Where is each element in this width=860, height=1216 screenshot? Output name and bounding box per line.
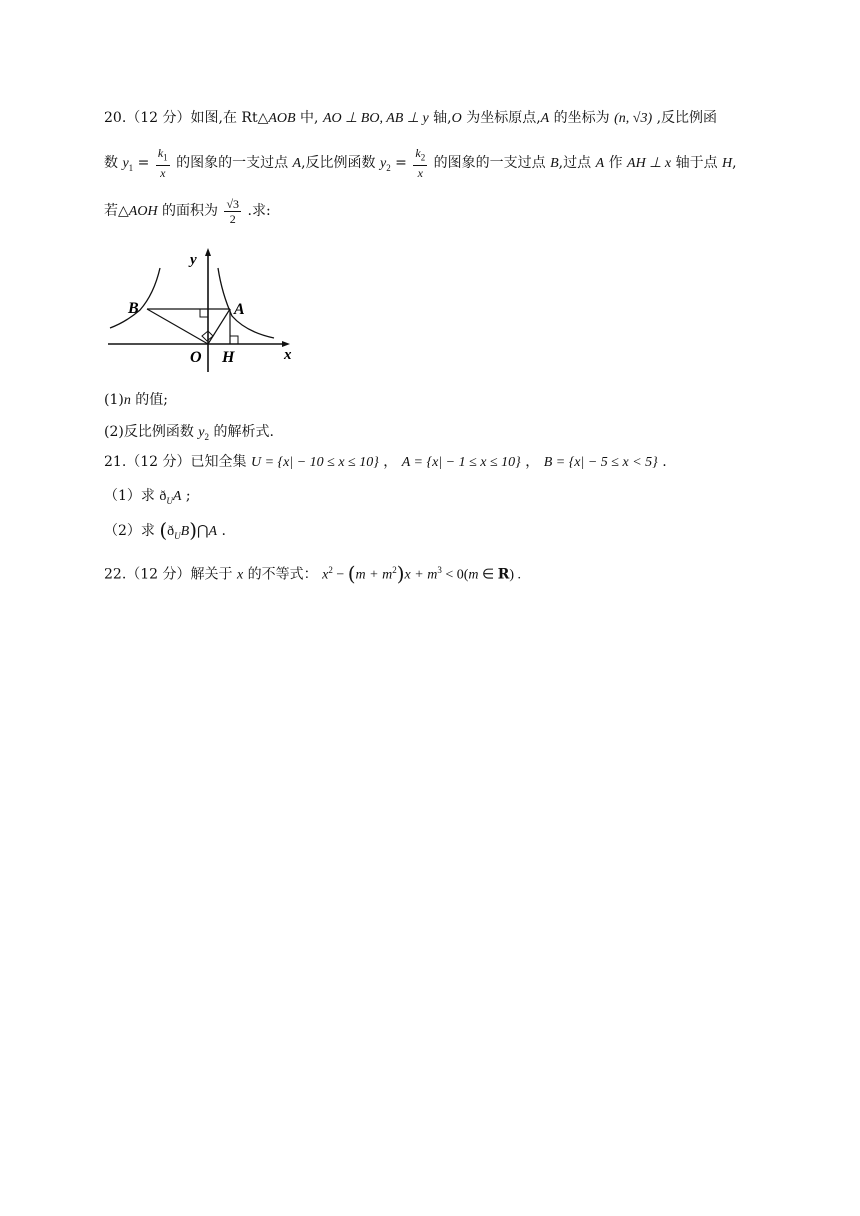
q21-sub2-text: （2）求 bbox=[104, 523, 160, 539]
right-angle-ab-y bbox=[200, 309, 208, 317]
q22-m-sum: m + m bbox=[355, 567, 393, 583]
q20-point-h: H bbox=[722, 156, 733, 171]
q20-k2-sub: 2 bbox=[420, 152, 426, 163]
q20-text: 数 bbox=[104, 155, 123, 171]
q20-point-a: A bbox=[292, 156, 302, 171]
label-b: B bbox=[128, 300, 139, 317]
q20-text: 的坐标为 bbox=[549, 110, 615, 126]
q20-point-o: O bbox=[451, 111, 462, 126]
q20-figure bbox=[104, 244, 304, 374]
q20-sub2-text: 的解析式. bbox=[209, 424, 274, 440]
q21-intersection: ⋂ bbox=[197, 524, 209, 539]
q21-sub2-end: . bbox=[217, 523, 226, 539]
right-paren: ) bbox=[189, 518, 198, 542]
q22-x: x bbox=[236, 567, 244, 583]
q20-text: 若△ bbox=[104, 203, 129, 219]
curve-y2 bbox=[110, 268, 160, 328]
q20-k2: k bbox=[415, 146, 421, 161]
right-paren: ) bbox=[396, 561, 405, 586]
q21-set-a-ref: A bbox=[208, 524, 218, 539]
q21-sub-1 bbox=[104, 486, 191, 511]
q21-set-b: B = {x| − 5 ≤ x < 5} bbox=[543, 455, 658, 470]
q20-text: ,反比例函 bbox=[652, 110, 718, 126]
q20-area-numerator: √3 bbox=[226, 196, 240, 211]
q20-intro: 20.（12 分）如图,在 Rt△ bbox=[104, 110, 269, 126]
q20-y1-sub: 1 bbox=[128, 162, 134, 173]
q20-sub1-text: 的值; bbox=[130, 392, 169, 408]
q21-set-a-ref: A bbox=[172, 489, 182, 504]
q20-perp-relations: AO ⊥ BO, AB ⊥ y bbox=[322, 111, 429, 126]
q20-area-fraction bbox=[224, 197, 241, 226]
right-angle-h bbox=[230, 336, 238, 344]
segment-ao bbox=[208, 309, 230, 344]
q20-text: 的图象的一支过点 bbox=[171, 155, 293, 171]
q20-equals: = bbox=[390, 155, 412, 171]
q20-coordinate: (n, √3) bbox=[614, 111, 653, 126]
q20-point-b: B bbox=[550, 156, 559, 171]
q20-line-1 bbox=[104, 108, 717, 129]
label-h: H bbox=[222, 349, 235, 366]
q20-text: 轴于点 bbox=[671, 155, 723, 171]
q20-y2-sub: 2 bbox=[386, 162, 391, 173]
q20-point-a: A bbox=[540, 111, 550, 126]
q21-intro: 21.（12 分）已知全集 bbox=[104, 454, 251, 470]
curve-y1 bbox=[218, 268, 274, 338]
q20-sub1-number: (1) bbox=[104, 392, 124, 408]
q21-line-1 bbox=[104, 452, 667, 473]
q20-point-a: A bbox=[595, 156, 605, 171]
q20-text: , bbox=[732, 155, 737, 171]
q21-complement-symbol: ð bbox=[159, 489, 167, 504]
q21-set-b-ref: B bbox=[180, 524, 190, 539]
q22-x-plus-m: x + m bbox=[404, 567, 438, 583]
q21-set-u: U = {x| − 10 ≤ x ≤ 10} bbox=[250, 455, 379, 470]
q22-end: ) . bbox=[509, 567, 522, 583]
left-paren: ( bbox=[159, 518, 168, 542]
q20-sub2-text: (2)反比例函数 bbox=[104, 424, 199, 440]
q20-sub1-n: n bbox=[123, 393, 131, 408]
q20-triangle-aoh: AOH bbox=[128, 204, 158, 219]
q20-text: 作 bbox=[604, 155, 628, 171]
q20-area-denominator: 2 bbox=[229, 211, 236, 226]
q22-exp-2b: 2 bbox=[392, 565, 397, 575]
q20-y2: y bbox=[380, 156, 387, 171]
q20-text: 的图象的一支过点 bbox=[429, 155, 551, 171]
q20-sub-2 bbox=[104, 422, 274, 447]
q22-exp-2: 2 bbox=[328, 565, 333, 575]
q21-sep: ， bbox=[520, 454, 544, 470]
q20-y1: y bbox=[122, 156, 129, 171]
q20-sub-1 bbox=[104, 390, 168, 411]
q20-ah-perp: AH ⊥ x bbox=[627, 156, 672, 171]
q21-sub1-end: ; bbox=[181, 488, 191, 504]
q22-m: m bbox=[468, 567, 479, 583]
label-o: O bbox=[190, 349, 202, 366]
q20-line-3 bbox=[104, 194, 271, 229]
q22-intro: 22.（12 分）解关于 bbox=[104, 566, 237, 583]
y-axis-arrow bbox=[205, 248, 211, 256]
q22-minus: − bbox=[332, 567, 348, 583]
q21-sub-2 bbox=[104, 520, 226, 546]
q20-x-den-2: x bbox=[417, 165, 423, 180]
q20-text: .求: bbox=[243, 203, 271, 219]
q22-text: 的不等式： bbox=[243, 566, 323, 583]
q20-line-2 bbox=[104, 146, 737, 185]
q20-text: ,反比例函数 bbox=[301, 155, 381, 171]
q21-complement-symbol: ð bbox=[167, 524, 175, 539]
segment-bo bbox=[147, 309, 208, 344]
q20-sub2-y: y bbox=[198, 425, 205, 440]
q21-complement-sub-u: U bbox=[174, 530, 181, 541]
q22-line bbox=[104, 560, 521, 586]
q22-in-symbol: ∈ bbox=[478, 567, 498, 583]
q21-sep: ， bbox=[378, 454, 402, 470]
q22-real-set: R bbox=[497, 566, 510, 583]
q20-text: 为坐标原点, bbox=[461, 110, 541, 126]
q20-sub2-y-sub: 2 bbox=[204, 431, 209, 442]
q20-triangle-name: AOB bbox=[268, 111, 296, 126]
q20-text: ,过点 bbox=[558, 155, 596, 171]
label-y: y bbox=[190, 252, 197, 268]
q20-text: 轴, bbox=[428, 110, 452, 126]
q20-equals: = bbox=[133, 155, 154, 171]
q22-less-than: < 0( bbox=[441, 567, 469, 583]
q20-k1: k bbox=[157, 146, 164, 161]
q21-set-a: A = {x| − 1 ≤ x ≤ 10} bbox=[401, 455, 521, 470]
q20-x-den-1: x bbox=[160, 165, 166, 180]
q20-text: 的面积为 bbox=[157, 203, 223, 219]
label-x: x bbox=[284, 347, 292, 363]
q20-k1-sub: 1 bbox=[163, 152, 168, 163]
q22-exp-3: 3 bbox=[437, 565, 442, 575]
q20-fraction-k1-x bbox=[156, 146, 170, 179]
q21-complement-sub-u: U bbox=[166, 495, 173, 506]
q22-x-term: x bbox=[322, 567, 329, 583]
q20-fraction-k2-x bbox=[413, 146, 427, 179]
q20-text: 中, bbox=[295, 110, 323, 126]
left-paren: ( bbox=[347, 561, 356, 586]
q21-sub1-text: （1）求 bbox=[104, 488, 160, 504]
q21-end: . bbox=[657, 454, 667, 470]
label-a: A bbox=[234, 301, 245, 318]
